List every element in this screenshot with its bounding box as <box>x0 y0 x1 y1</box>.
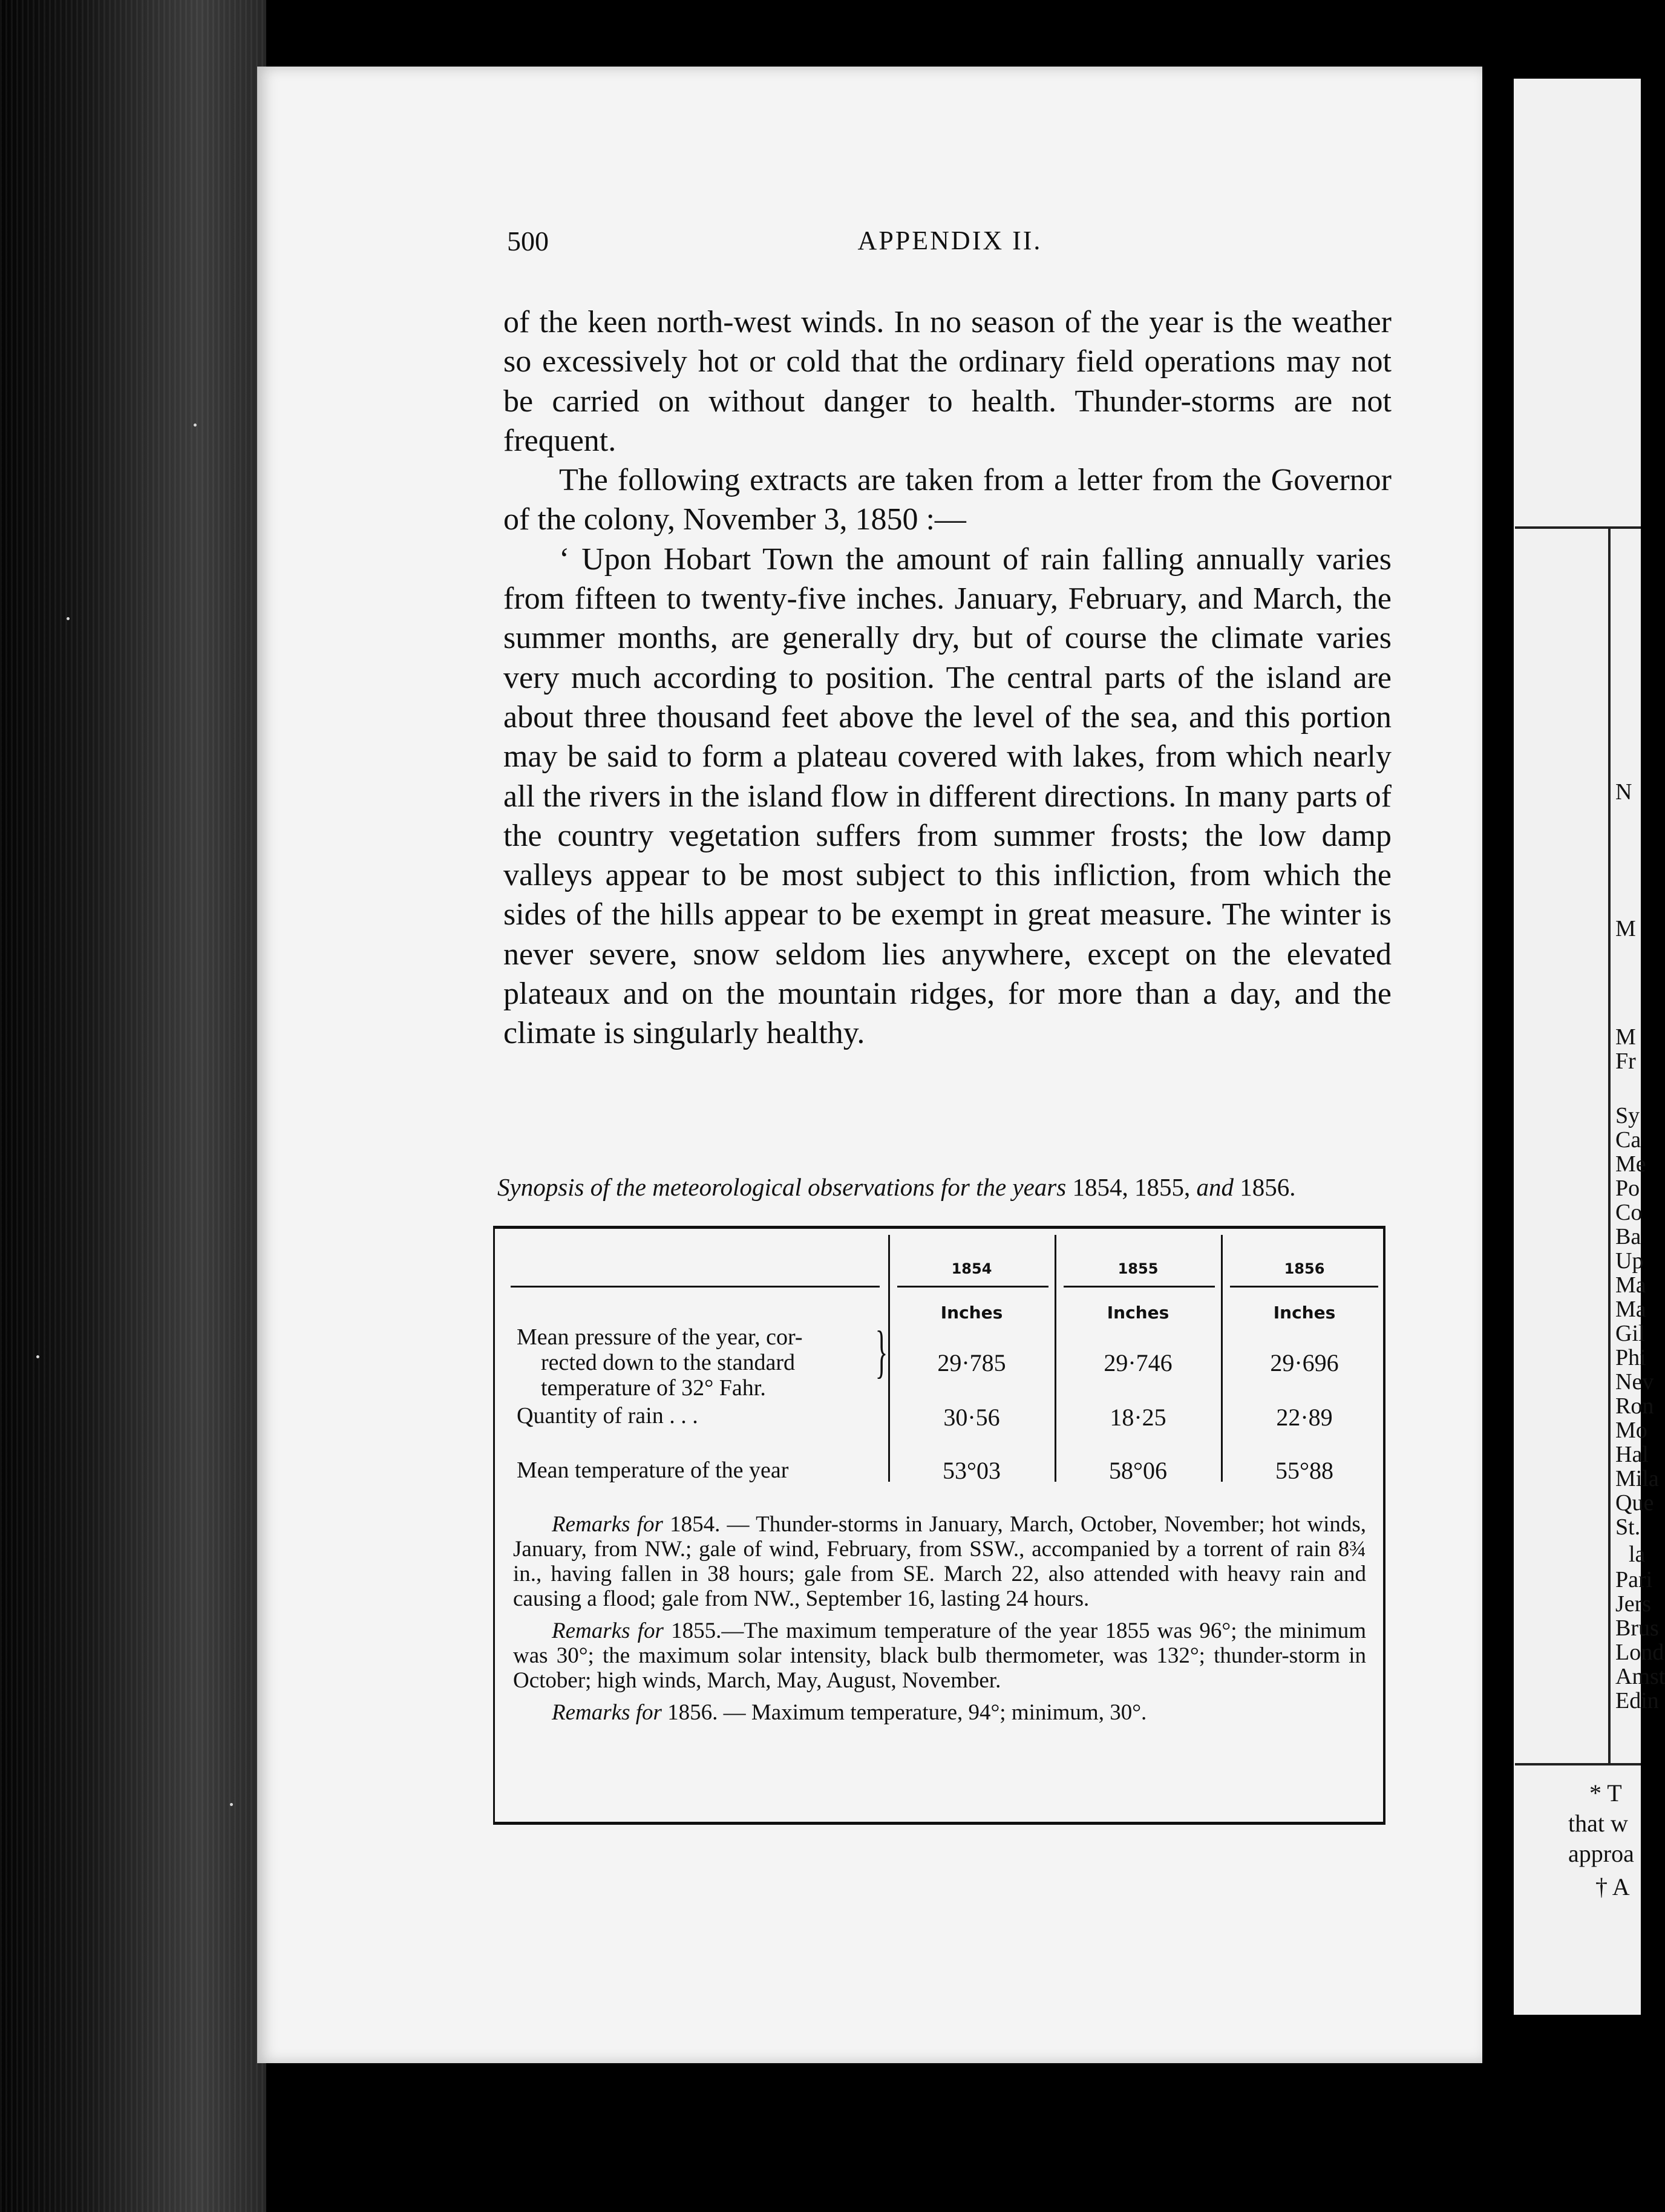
unit-label: Inches <box>1273 1303 1336 1323</box>
facing-row-fragment: Ca <box>1615 1127 1641 1153</box>
running-head <box>507 225 1393 267</box>
facing-page-edge <box>1514 79 1665 2015</box>
facing-footnote-fragment: approa <box>1568 1840 1634 1867</box>
facing-footnote-fragment: † A <box>1595 1873 1630 1900</box>
brace-symbol: } <box>875 1319 888 1384</box>
table-caption: Synopsis of the meteorological observations for the years 1854, 1855, and 1856. <box>497 1173 1296 1201</box>
facing-row-fragment: Phi <box>1615 1345 1646 1370</box>
facing-row-fragment: Up <box>1615 1248 1644 1274</box>
header-rule <box>897 1286 1048 1288</box>
pressure-value: 29·696 <box>1270 1349 1339 1376</box>
column-header-1856: 1856 <box>1284 1260 1325 1277</box>
header-rule <box>1230 1286 1378 1288</box>
facing-row-fragment: M <box>1615 1024 1636 1050</box>
facing-row-fragment: Po <box>1615 1176 1640 1201</box>
unit-label: Inches <box>1107 1303 1169 1323</box>
column-header-1854: 1854 <box>951 1260 992 1277</box>
facing-row-fragment: Mo <box>1615 1418 1647 1443</box>
page-number: 500 <box>507 226 549 257</box>
header-rule <box>1064 1286 1215 1288</box>
facing-footnote-fragment: that w <box>1568 1810 1628 1837</box>
row-label-temperature: Mean temperature of the year <box>517 1458 789 1483</box>
rain-value: 18·25 <box>1110 1404 1166 1431</box>
facing-row-fragment: Co <box>1615 1200 1643 1225</box>
facing-row-fragment: Jers <box>1615 1591 1652 1617</box>
running-title: APPENDIX II. <box>857 226 1042 255</box>
row-label-pressure-cont: rected down to the standard <box>541 1350 795 1375</box>
paragraph: of the keen north-west winds. In no season of the year is the weather so excessively hot or cold that the ordinary field operations may not be carried on without danger to health. Thunder-storms are not frequent. <box>503 305 1392 458</box>
rain-value: 30·56 <box>943 1404 1000 1431</box>
temperature-value: 55°88 <box>1275 1457 1333 1484</box>
quoted-paragraph: ‘ Upon Hobart Town the amount of rain falling annually varies from fifteen to twenty-five inches. January, February, and March, the summer months, are generally dry, but of course the climate varies very much according to position. The central parts of the island are about three thousand feet above the level of the sea, and this portion may be said to form a plateau covered with lakes, from which nearly all the rivers in the island flow in different directions. In many parts of the country vegetation suffers from summer frosts; the low damp valleys appear to be most subject to this infliction, from which the sides of the hills appear to be exempt in great measure. The winter is never severe, snow seldom lies anywhere, except on the elevated plateaux and on the mountain ridges, for more than a day, and the climate is singularly healthy. <box>503 542 1392 1051</box>
rain-value: 22·89 <box>1276 1404 1333 1431</box>
row-label-pressure: Mean pressure of the year, cor- <box>517 1324 803 1350</box>
header-rule <box>511 1286 880 1288</box>
meteorological-table <box>493 1226 1385 1825</box>
facing-row-fragment: Edin <box>1615 1688 1659 1713</box>
facing-row-fragment: N <box>1615 779 1632 805</box>
row-label-pressure-cont: temperature of 32° Fahr. <box>541 1375 766 1401</box>
temperature-value: 58°06 <box>1109 1457 1167 1484</box>
facing-row-fragment: Hal <box>1615 1442 1649 1467</box>
facing-row-fragment: Ma <box>1615 1297 1646 1322</box>
facing-row-fragment: Mila <box>1615 1466 1659 1491</box>
row-label-rain: Quantity of rain . . . <box>517 1403 698 1428</box>
book-binding <box>0 0 266 2212</box>
facing-row-fragment: Sy <box>1615 1103 1640 1128</box>
facing-row-fragment: Que <box>1615 1490 1654 1516</box>
unit-label: Inches <box>940 1303 1003 1323</box>
remarks <box>513 1512 1366 1732</box>
remarks-1856: Remarks for 1856. — Maximum temperature, 94°; minimum, 30°. <box>552 1700 1147 1725</box>
facing-row-fragment: Ma <box>1615 1272 1646 1298</box>
paragraph: The following extracts are taken from a letter from the Governor of the colony, November 3, 1850 :— <box>503 463 1392 537</box>
pressure-value: 29·746 <box>1104 1349 1173 1376</box>
facing-row-fragment: Lond <box>1615 1640 1664 1665</box>
facing-footnote-fragment: * T <box>1589 1779 1622 1807</box>
facing-row-fragment: Pari <box>1615 1567 1653 1592</box>
remarks-1854: Remarks for 1854. — Thunder-storms in January, March, October, November; hot winds, January, from NW.; gale of wind, February, from SSW., accompanied by a torrent of rain 8¾ in., having fallen in 38 hours; gale from SE. March 22, also attended with heavy rain and causing a flood; gale from NW., September 16, lasting 24 hours. <box>513 1512 1366 1611</box>
facing-row-fragment: Gil <box>1615 1321 1645 1346</box>
body-text <box>503 303 1392 1053</box>
column-header-1855: 1855 <box>1117 1260 1159 1277</box>
remarks-1855: Remarks for 1855.—The maximum temperature of the year 1855 was 96°; the minimum was 30°; the maximum solar intensity, black bulb thermometer, was 132°; thunder-storm in October; high winds, March, May, August, November. <box>513 1618 1366 1693</box>
facing-row-fragment: Brus <box>1615 1615 1659 1641</box>
facing-row-fragment: Fr <box>1615 1049 1636 1074</box>
pressure-value: 29·785 <box>937 1349 1006 1376</box>
facing-row-fragment: Me <box>1615 1151 1646 1177</box>
facing-row-fragment: Ron <box>1615 1393 1654 1419</box>
facing-row-fragment: M <box>1615 916 1636 941</box>
temperature-value: 53°03 <box>943 1457 1001 1484</box>
facing-row-fragment: la <box>1629 1542 1646 1567</box>
facing-row-fragment: Ba <box>1615 1224 1641 1249</box>
facing-row-fragment: Nev <box>1615 1369 1654 1395</box>
facing-row-fragment: St. <box>1615 1514 1641 1540</box>
facing-row-fragment: Amst <box>1615 1664 1665 1689</box>
